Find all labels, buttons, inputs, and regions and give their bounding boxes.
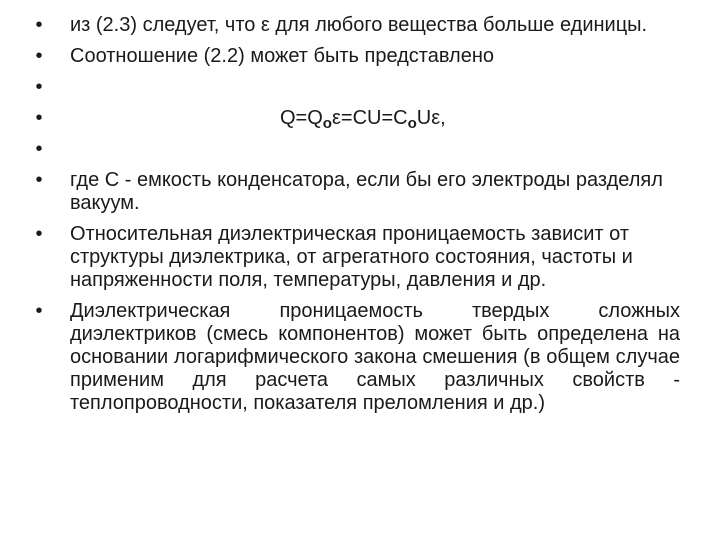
list-item — [22, 300, 680, 415]
list-item — [22, 223, 680, 292]
bullet-dot: • — [35, 14, 43, 36]
formula: $Q=Q_o\varepsilon=CU=C_oU\varepsilon$, — [280, 107, 446, 132]
bullet-dot: • — [35, 107, 43, 129]
bullet-list — [22, 14, 680, 415]
bullet-dot: • — [35, 223, 43, 245]
bullet-dot: • — [35, 138, 43, 160]
list-item-text: Соотношение (2.2) может быть представлено — [70, 45, 494, 67]
list-item-text: где C - емкость конденсатора, если бы его электроды разделял вакуум. — [70, 169, 663, 214]
list-item — [22, 14, 680, 37]
bullet-dot: • — [35, 300, 43, 322]
list-item — [22, 45, 680, 68]
list-item-text: из (2.3) следует, что ε для любого вещества больше единицы. — [70, 14, 648, 36]
bullet-dot: • — [35, 169, 43, 191]
list-item-text: Диэлектрическая проницаемость твердых сложных диэлектриков (смесь компонентов) может быть определена на основании логарифмического закона смешения (в общем случае применим для расчета самых различных свойств - теплопроводности, показателя преломления и др.) — [70, 300, 680, 414]
list-item-empty — [22, 138, 680, 161]
list-item-empty — [22, 76, 680, 99]
bullet-dot: • — [35, 76, 43, 98]
list-item — [22, 169, 680, 215]
list-item-text: Относительная диэлектрическая проницаемость зависит от структуры диэлектрика, от агрегатного состояния, частоты и напряженности поля, температуры, давления и др. — [70, 223, 633, 291]
list-item-formula — [22, 107, 680, 130]
bullet-dot: • — [35, 45, 43, 67]
